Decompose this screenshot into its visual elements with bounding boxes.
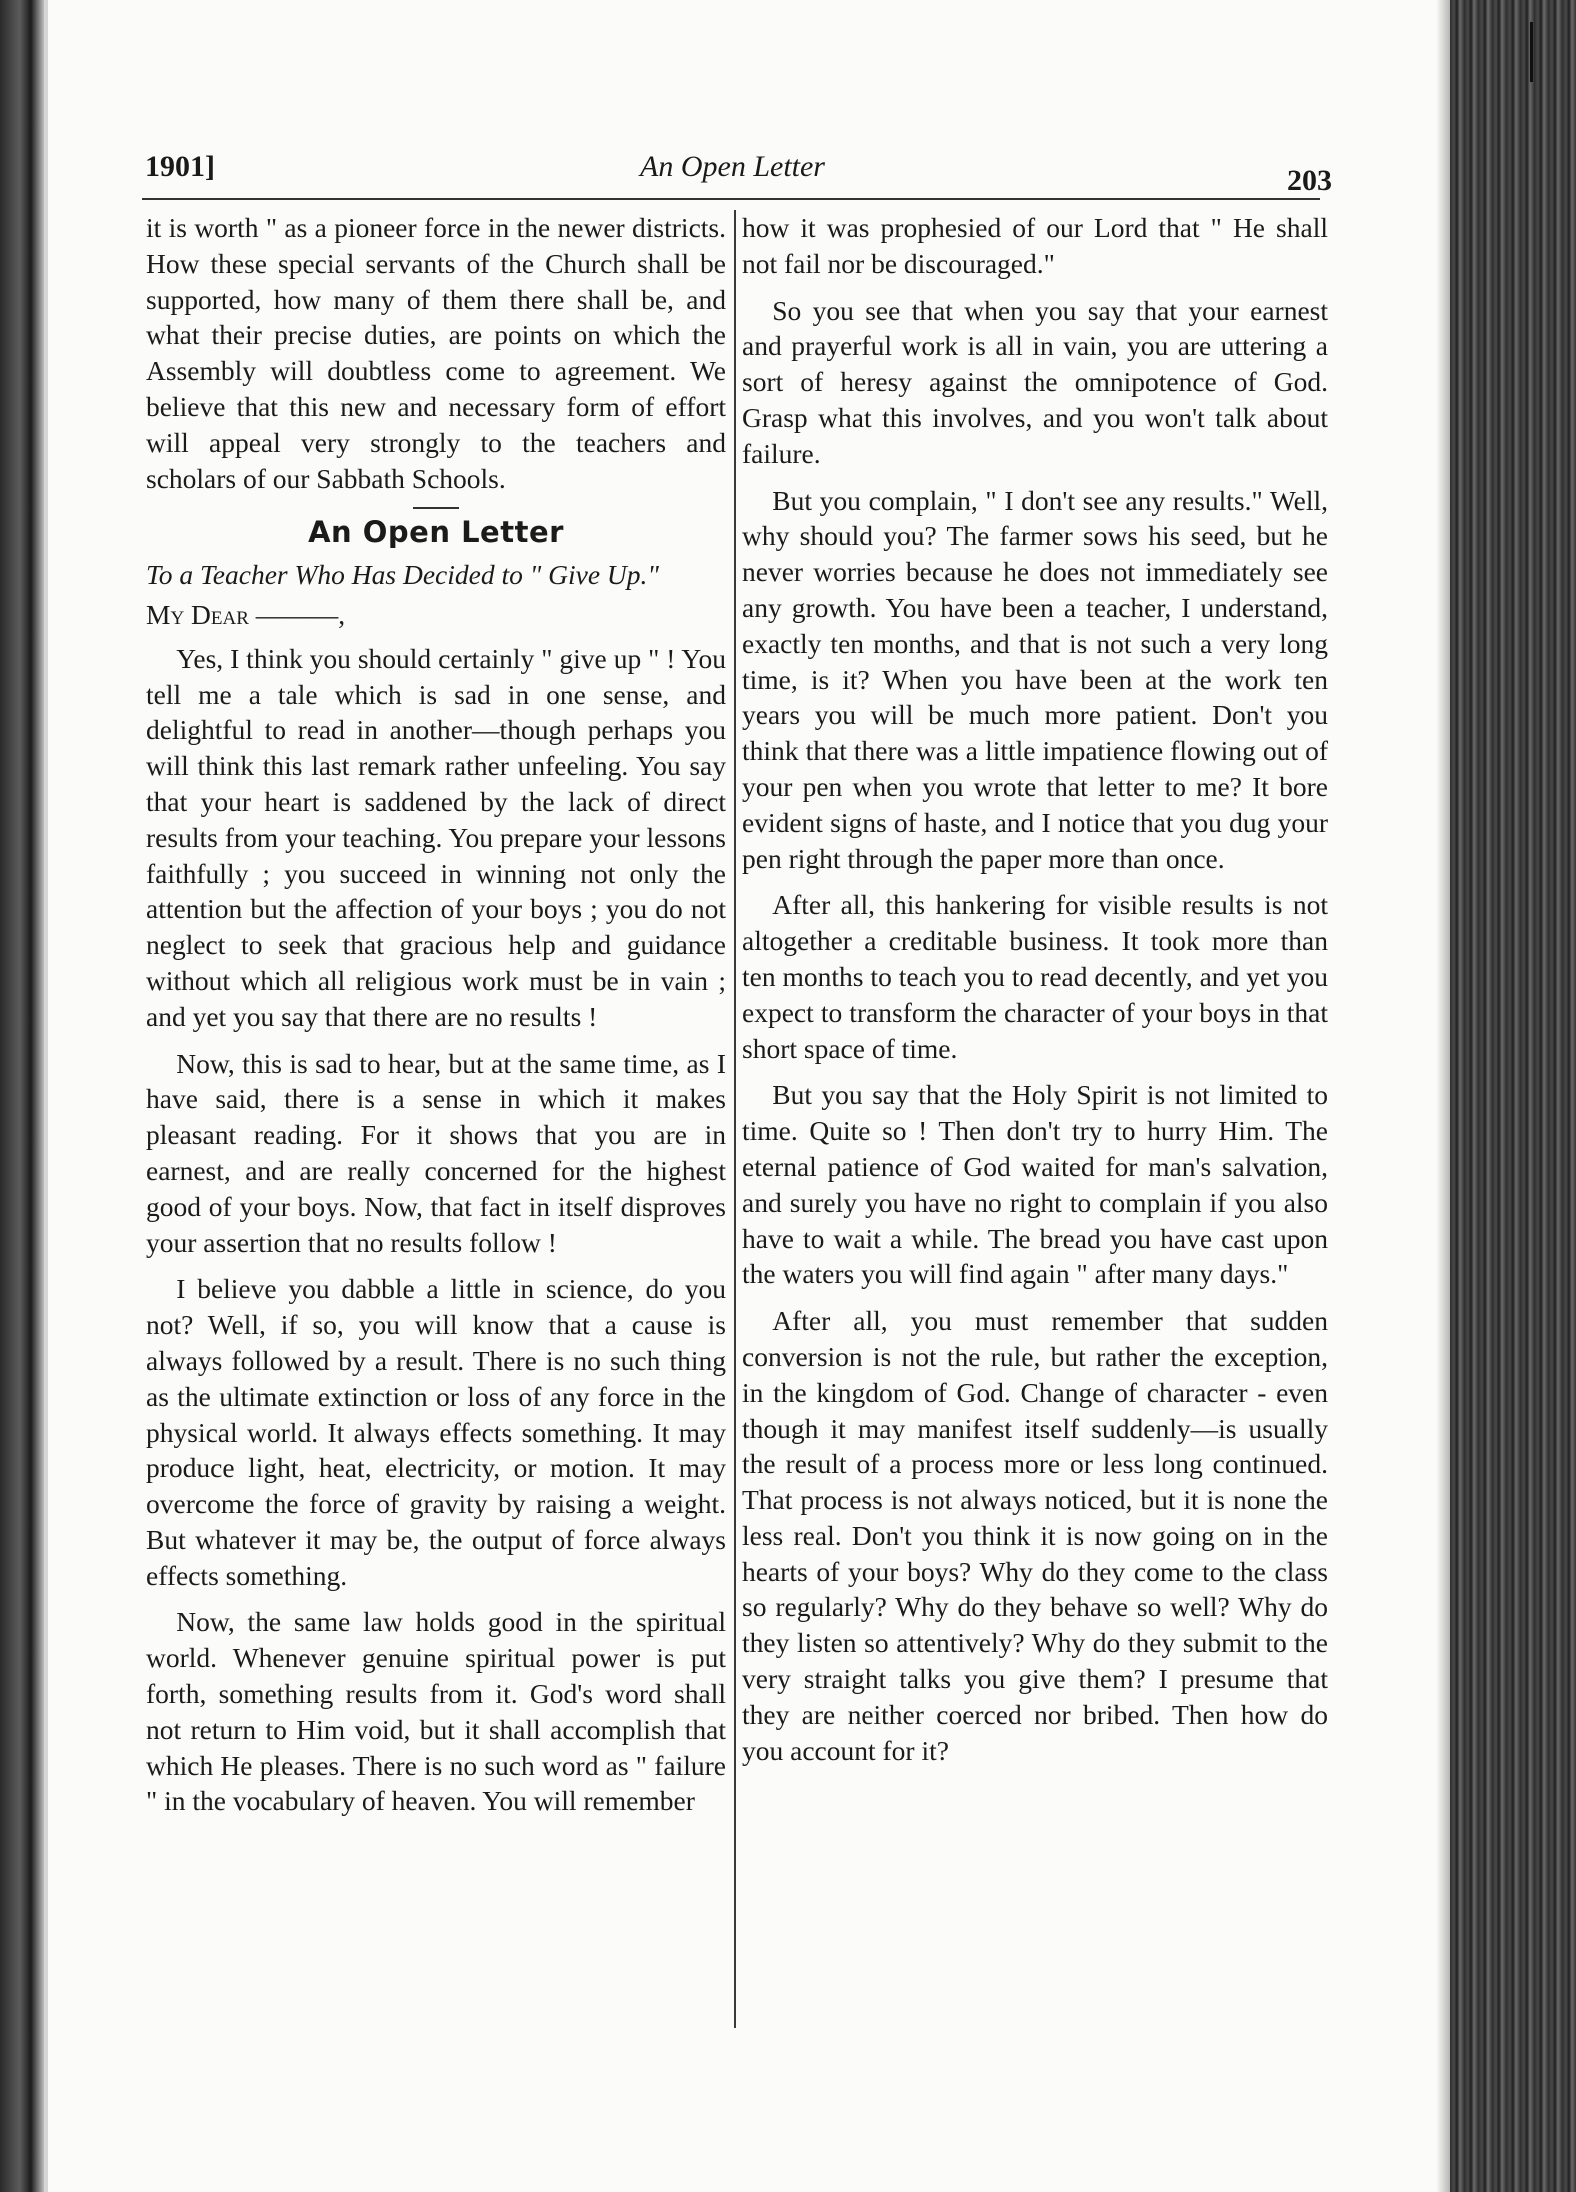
left-page-edge [0,0,44,2192]
left-column [146,210,726,1830]
article-subtitle: To a Teacher Who Has Decided to " Give Up." [146,559,659,591]
continued-paragraph: how it was prophesied of our Lord that " He shall not fail nor be discouraged." [742,212,1328,279]
book-edge [1450,0,1576,2192]
body-paragraph: Now, the same law holds good in the spiritual world. Whenever genuine spiritual power is put forth, something results from it. God's word shall not return to Him void, but it shall accomplish that which He pleases. There is no such word as " failure " in the vocabulary of heaven. You will remember [146,1606,726,1817]
salutation: My Dear ———, [146,598,346,630]
body-paragraph: So you see that when you say that your earnest and prayerful work is all in vain, you are uttering a sort of heresy against the omnipotence of God. Grasp what this involves, and you won't talk about failure. [742,294,1328,469]
continued-paragraph: it is worth " as a pioneer force in the newer districts. How these special servants of the Church shall be supported, how many of them there shall be, and what their precise duties, are points on which the Assembly will doubtless come to agreement. We believe that this new and necessary form of effort will appeal very strongly to the teachers and scholars of our Sabbath Schools. [146,212,726,494]
heading-divider [413,507,459,509]
right-column [742,210,1328,1779]
running-head [145,146,1332,197]
page-number: 203 [1287,164,1332,197]
body-paragraph: I believe you dabble a little in science, do you not? Well, if so, you will know that a cause is always followed by a result. There is no such thing as the ultimate extinction or loss of any force in the physical world. It always effects something. It may produce light, heat, electricity, or motion. It may overcome the force of gravity by raising a weight. But whatever it may be, the output of force always effects something. [146,1273,726,1591]
column-rule [734,210,736,2028]
body-paragraph: After all, you must remember that sudden conversion is not the rule, but rather the exception, in the kingdom of God. Change of character - even though it may manifest itself suddenly—is usually the result of a process more or less long continued. That process is not always noticed, but it is none the less real. Don't you think it is now going on in the hearts of your boys? Why do they come to the class so regularly? Why do they behave so well? Why do they listen so attentively? Why do they submit to the very straight talks you give them? I presume that they are neither coerced nor bribed. Then how do you account for it? [742,1305,1328,1766]
running-head-year: 1901] [145,150,215,183]
body-paragraph: After all, this hankering for visible results is not altogether a creditable business. It took more than ten months to teach you to read decently, and yet you expect to transform the character of your boys in that short space of time. [742,889,1328,1064]
bookmark-mark [1530,22,1533,82]
body-paragraph: Now, this is sad to hear, but at the same time, as I have said, there is a sense in which it makes pleasant reading. For it shows that you are in earnest, and are really concerned for the highest good of your boys. Now, that fact in itself disproves your assertion that no results follow ! [146,1047,726,1258]
running-head-title: An Open Letter [640,150,825,183]
article-title: An Open Letter [308,515,564,550]
body-paragraph: But you complain, " I don't see any results." Well, why should you? The farmer sows his seed, but he never worries because he does not immediately see any growth. You have been a teacher, I understand, exactly ten months, and that is not such a very long time, is it? When you have been at the work ten years you will be much more patient. Don't you think that there was a little impatience flowing out of your pen when you wrote that letter to me? It bore evident signs of haste, and I notice that you dug your pen right through the paper more than once. [742,484,1328,874]
header-rule [142,198,1320,200]
body-paragraph: But you say that the Holy Spirit is not limited to time. Quite so ! Then don't try to hurry Him. The eternal patience of God waited for man's salvation, and surely you have no right to complain if you also have to wait a while. The bread you have cast upon the waters you will find again " after many days." [742,1079,1328,1290]
body-paragraph: Yes, I think you should certainly " give up " ! You tell me a tale which is sad in one sense, and delightful to read in another—though perhaps you will think this last remark rather unfeeling. You say that your heart is saddened by the lack of direct results from your teaching. You prepare your lessons faithfully ; you succeed in winning not only the attention but the affection of your boys ; you do not neglect to seek that gracious help and guidance without which all religious work must be in vain ; and yet you say that there are no results ! [146,642,726,1032]
